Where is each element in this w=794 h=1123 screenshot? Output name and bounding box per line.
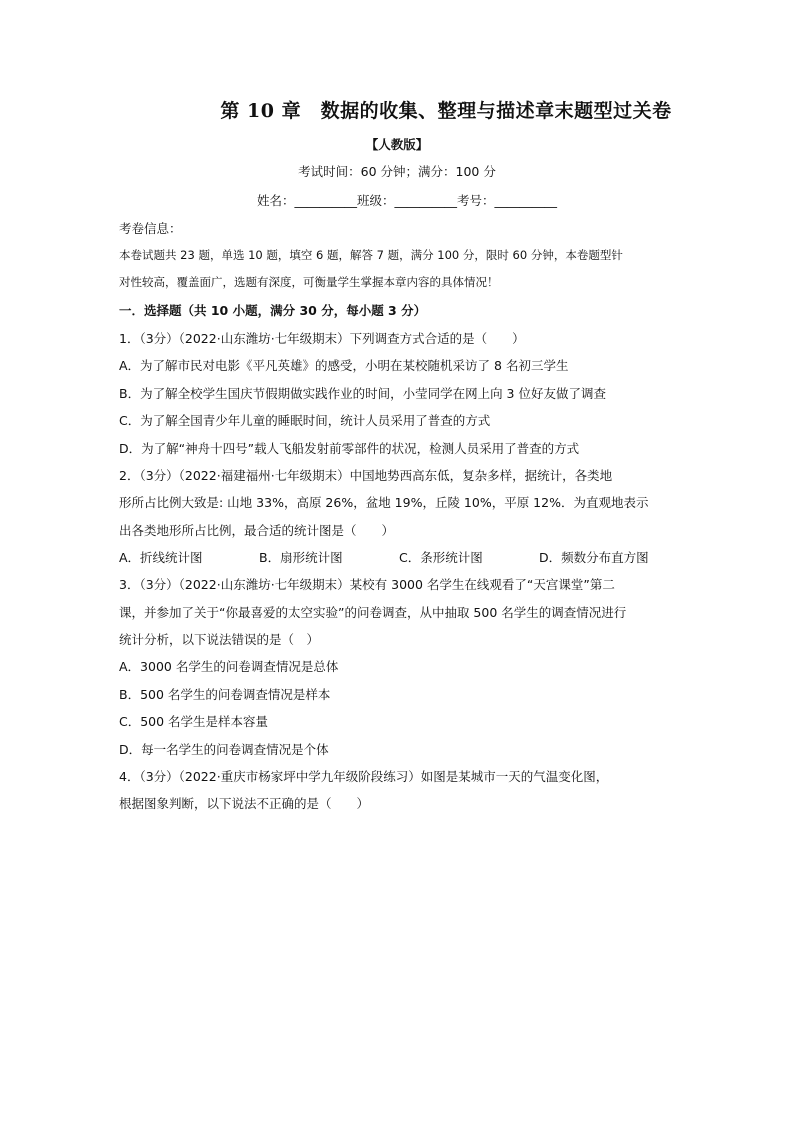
question-4-stem-line-1: 4．（3分）（2022·重庆市杨家坪中学九年级阶段练习）如图是某城市一天的气温变化图， <box>119 769 609 784</box>
question-2-stem-line-3: 出各类地形所占比例，最合适的统计图是（ ） <box>119 523 395 538</box>
question-2-stem-line-2: 形所占比例大致是: 山地 33%，高原 26%，盆地 19%，丘陵 10%，平原 12%．为直观地表示 <box>119 495 649 510</box>
question-2-stem-line-1: 2．（3分）（2022·福建福州·七年级期末）中国地势西高东低，复杂多样，据统计，各类地 <box>119 468 613 483</box>
question-3-stem-line-3: 统计分析，以下说法错误的是（ ） <box>119 632 320 647</box>
paper-info-label: 考卷信息： <box>119 221 182 236</box>
question-1-stem: 1．（3分）（2022·山东潍坊·七年级期末）下列调查方式合适的是（ ） <box>119 331 525 346</box>
question-2-option-d: D．频数分布直方图 <box>539 550 649 565</box>
question-2-option-c: C．条形统计图 <box>399 550 483 565</box>
edition-label: 【人教版】 <box>365 137 429 152</box>
question-2-option-b: B．扇形统计图 <box>259 550 343 565</box>
question-3-stem-line-2: 课，并参加了关于“你最喜爱的太空实验”的问卷调查，从中抽取 500 名学生的调查情况进行 <box>119 605 627 620</box>
question-1-option-c: C．为了解全国青少年儿童的睡眠时间，统计人员采用了普查的方式 <box>119 413 491 428</box>
question-1-option-a: A．为了解市民对电影《平凡英雄》的感受，小明在某校随机采访了 8 名初三学生 <box>119 358 569 373</box>
paper-info-line-2: 对性较高，覆盖面广，选题有深度，可衡量学生掌握本章内容的具体情况！ <box>119 275 499 289</box>
question-3-option-b: B．500 名学生的问卷调查情况是样本 <box>119 687 331 702</box>
question-4-stem-line-2: 根据图象判断，以下说法不正确的是（ ） <box>119 796 370 811</box>
question-3-stem-line-1: 3．（3分）（2022·山东潍坊·七年级期末）某校有 3000 名学生在线观看了“天宫课堂”第二 <box>119 577 615 592</box>
student-info-line: 姓名：__________班级：__________考号：__________ <box>256 193 557 208</box>
section-heading: 一．选择题（共 10 小题，满分 30 分，每小题 3 分） <box>119 303 427 318</box>
question-3-option-a: A．3000 名学生的问卷调查情况是总体 <box>119 659 339 674</box>
question-3-option-d: D．每一名学生的问卷调查情况是个体 <box>119 742 329 757</box>
question-2-option-a: A．折线统计图 <box>119 550 203 565</box>
paper-info-line-1: 本卷试题共 23 题，单选 10 题，填空 6 题，解答 7 题，满分 100 分，限时 60 分钟，本卷题型针 <box>119 248 623 262</box>
question-2-options <box>119 548 679 566</box>
page-title: 第 10 章 数据的收集、整理与描述章末题型过关卷 <box>220 100 672 122</box>
question-3-option-c: C．500 名学生是样本容量 <box>119 714 269 729</box>
exam-time-score: 考试时间：60 分钟；满分：100 分 <box>298 164 496 179</box>
question-1-option-b: B．为了解全校学生国庆节假期做实践作业的时间，小莹同学在网上向 3 位好友做了调查 <box>119 386 606 401</box>
question-1-option-d: D．为了解“神舟十四号”载人飞船发射前零部件的状况，检测人员采用了普查的方式 <box>119 441 580 456</box>
